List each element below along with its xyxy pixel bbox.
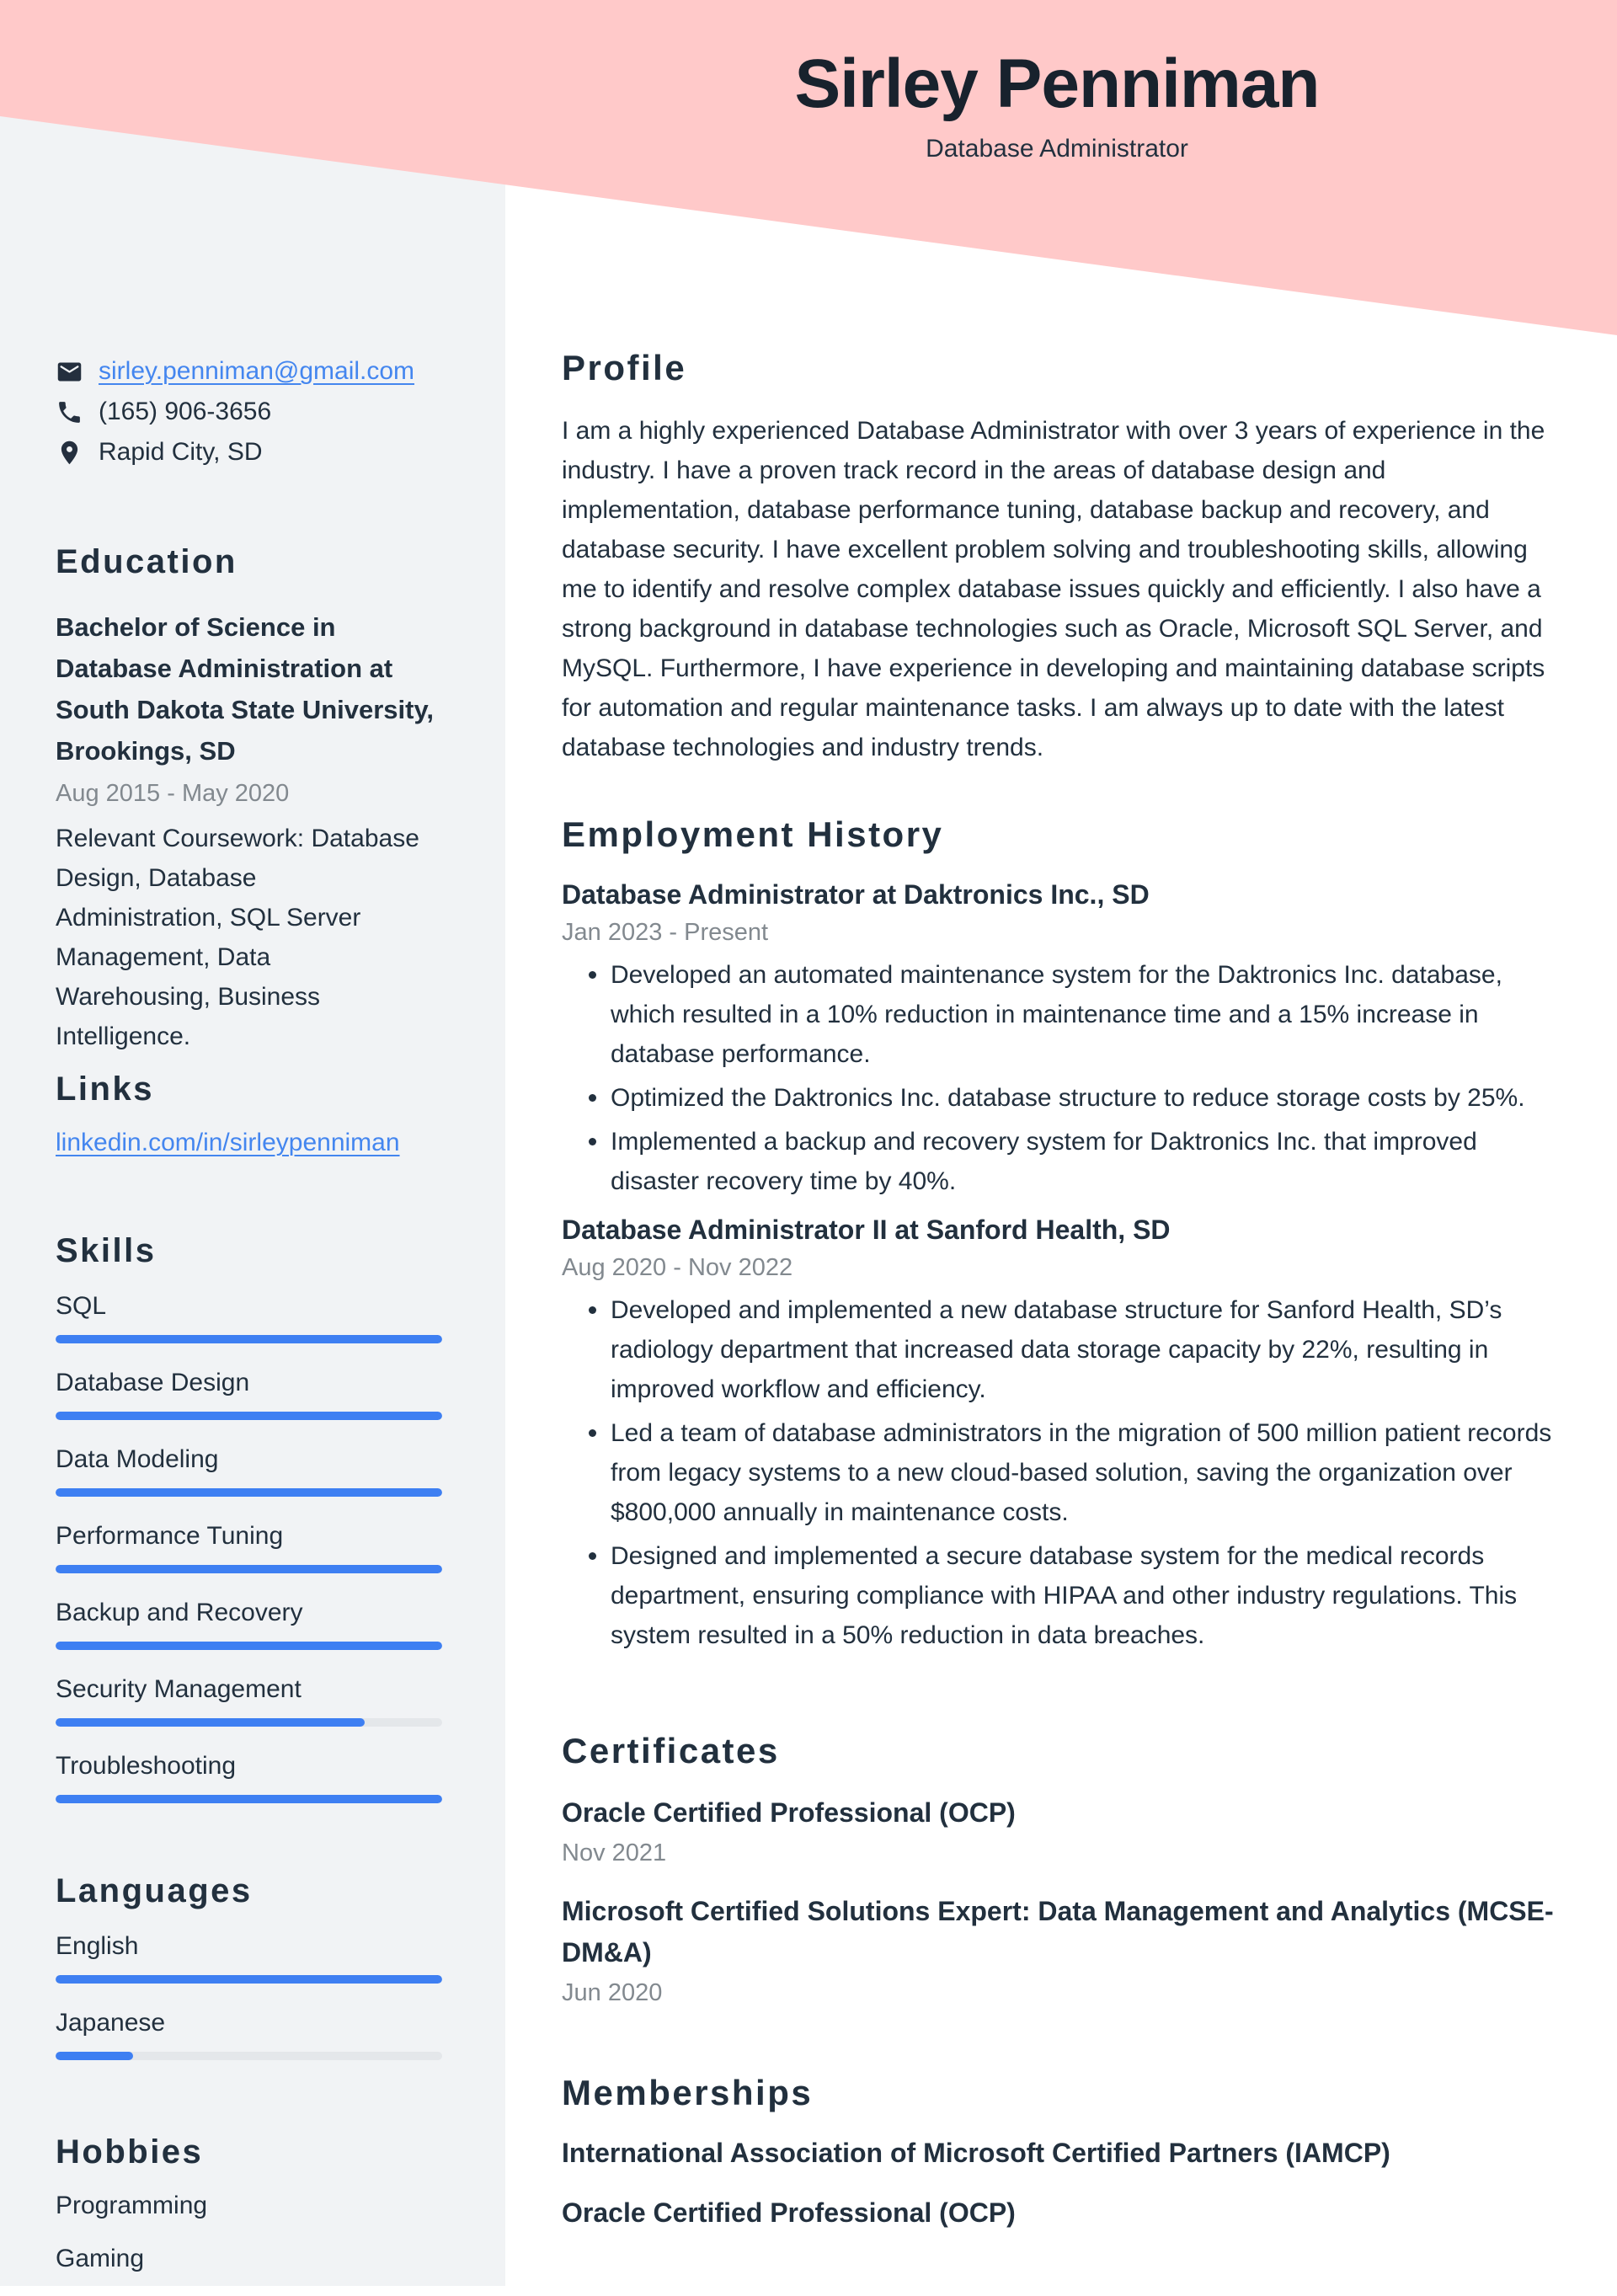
skill-item xyxy=(56,1520,445,1573)
skill-item xyxy=(56,1597,445,1650)
hobby-item: Gaming xyxy=(56,2245,145,2272)
language-name: Japanese xyxy=(56,2009,166,2037)
job-dates: Jan 2023 - Present xyxy=(562,919,769,946)
skill-item xyxy=(56,1750,445,1803)
skill-bar-fill xyxy=(56,1718,365,1727)
skills-section xyxy=(56,1230,445,1827)
language-bar-track xyxy=(56,2052,442,2060)
job-bullet: Implemented a backup and recovery system for Daktronics Inc. that improved disaster recovery time by 40%. xyxy=(562,1122,1556,1201)
certificates-section xyxy=(562,1730,1556,2009)
job-bullet: Designed and implemented a secure database system for the medical records department, ensuring compliance with HIPAA and other industry regulations. This system resulted in a 50% reduction in data breaches. xyxy=(562,1536,1556,1655)
education-dates: Aug 2015 - May 2020 xyxy=(56,780,290,807)
skill-bar-track xyxy=(56,1718,442,1727)
location-text: Rapid City, SD xyxy=(99,438,263,466)
skill-name: Performance Tuning xyxy=(56,1522,284,1550)
job-title: Database Administrator at Daktronics Inc., SD xyxy=(562,879,1150,910)
education-degree: Bachelor of Science in Database Administration at South Dakota State University, Brookings, SD xyxy=(56,612,435,766)
education-section xyxy=(56,541,445,1056)
job-bullet: Developed an automated maintenance system for the Daktronics Inc. database, which resulted in a 10% reduction in maintenance time and a 15% increase in database performance. xyxy=(562,955,1556,1074)
language-item xyxy=(56,2007,445,2060)
skill-item xyxy=(56,1367,445,1420)
certificate-title: Microsoft Certified Solutions Expert: Data Management and Analytics (MCSE-DM&A) xyxy=(562,1896,1554,1968)
mail-icon xyxy=(56,357,86,386)
skills-heading: Skills xyxy=(56,1232,157,1269)
email-link[interactable]: sirley.penniman@gmail.com xyxy=(99,357,415,385)
contact-phone-row xyxy=(56,398,445,426)
language-item xyxy=(56,1930,445,1984)
skill-bar-track xyxy=(56,1642,442,1650)
language-name: English xyxy=(56,1932,139,1960)
job-title: Database Administrator II at Sanford Health, SD xyxy=(562,1215,1171,1245)
memberships-section xyxy=(562,2072,1556,2229)
header xyxy=(515,46,1598,164)
membership-entry: International Association of Microsoft Certified Partners (IAMCP) xyxy=(562,2138,1390,2168)
skill-name: Data Modeling xyxy=(56,1445,219,1473)
education-heading: Education xyxy=(56,543,237,580)
language-bar-track xyxy=(56,1975,442,1984)
certificate-entry xyxy=(562,1792,1556,1869)
skill-bar-fill xyxy=(56,1488,442,1497)
skill-bar-fill xyxy=(56,1335,442,1343)
job-bullet: Optimized the Daktronics Inc. database structure to reduce storage costs by 25%. xyxy=(562,1078,1556,1118)
skill-bar-fill xyxy=(56,1565,442,1573)
membership-entry: Oracle Certified Professional (OCP) xyxy=(562,2197,1016,2228)
skill-item xyxy=(56,1290,445,1343)
skill-item xyxy=(56,1674,445,1727)
skill-bar-fill xyxy=(56,1642,442,1650)
certificate-date: Nov 2021 xyxy=(562,1839,667,1866)
skill-name: Security Management xyxy=(56,1675,302,1703)
linkedin-link[interactable]: linkedin.com/in/sirleypenniman xyxy=(56,1129,400,1156)
skill-name: Database Design xyxy=(56,1369,250,1396)
location-pin-icon xyxy=(56,438,86,467)
employment-heading: Employment History xyxy=(562,814,944,854)
skill-bar-fill xyxy=(56,1795,442,1803)
certificate-title: Oracle Certified Professional (OCP) xyxy=(562,1797,1016,1828)
job-bullet: Led a team of database administrators in the migration of 500 million patient records from legacy systems to a new cloud-based solution, saving the organization over $800,000 annually in maintenance costs. xyxy=(562,1413,1556,1532)
job-dates: Aug 2020 - Nov 2022 xyxy=(562,1254,793,1281)
memberships-heading: Memberships xyxy=(562,2073,814,2112)
phone-number: (165) 906-3656 xyxy=(99,398,272,425)
profile-text: I am a highly experienced Database Administrator with over 3 years of experience in the industry. I have a proven track record in the areas of database design and implementation, database performance tuning, database backup and recovery, and database security. I have excellent problem solving and troubleshooting skills, allowing me to identify and resolve complex database issues quickly and efficiently. I also have a strong background in database technologies such as Oracle, Microsoft SQL Server, and MySQL. Furthermore, I have experience in developing and maintaining database scripts for automation and regular maintenance tasks. I am always up to date with the latest database technologies and industry trends. xyxy=(562,417,1545,761)
certificate-entry xyxy=(562,1891,1556,2009)
job-bullet-list xyxy=(562,1290,1556,1655)
skill-name: Troubleshooting xyxy=(56,1752,237,1780)
job-entry xyxy=(562,1213,1556,1655)
job-bullet: Developed and implemented a new database structure for Sanford Health, SD’s radiology department that increased data storage capacity by 22%, resulting in improved workflow and efficiency. xyxy=(562,1290,1556,1409)
hobby-item: Programming xyxy=(56,2192,208,2219)
profile-section xyxy=(562,347,1556,767)
language-bar-fill xyxy=(56,2052,133,2060)
phone-icon xyxy=(56,398,86,426)
skill-bar-fill xyxy=(56,1412,442,1420)
employment-section xyxy=(562,814,1556,1659)
contact-section xyxy=(56,357,445,478)
contact-email-row xyxy=(56,357,445,386)
skill-bar-track xyxy=(56,1335,442,1343)
skill-item xyxy=(56,1444,445,1497)
skill-bar-track xyxy=(56,1412,442,1420)
job-bullet-list xyxy=(562,955,1556,1201)
person-name: Sirley Penniman xyxy=(794,45,1320,122)
hobbies-heading: Hobbies xyxy=(56,2133,204,2171)
contact-location-row xyxy=(56,438,445,467)
language-bar-fill xyxy=(56,1975,442,1984)
skills-list xyxy=(56,1290,445,1803)
skill-bar-track xyxy=(56,1565,442,1573)
profile-heading: Profile xyxy=(562,348,687,387)
skill-bar-track xyxy=(56,1488,442,1497)
person-job-title: Database Administrator xyxy=(926,135,1188,163)
links-section xyxy=(56,1068,445,1159)
links-heading: Links xyxy=(56,1071,154,1108)
hobbies-list xyxy=(56,2190,445,2275)
languages-section xyxy=(56,1870,445,2084)
languages-heading: Languages xyxy=(56,1872,253,1909)
skill-name: SQL xyxy=(56,1292,107,1320)
certificates-heading: Certificates xyxy=(562,1731,780,1770)
hobbies-section xyxy=(56,2131,445,2296)
certificate-date: Jun 2020 xyxy=(562,1979,663,2006)
languages-list xyxy=(56,1930,445,2060)
education-description: Relevant Coursework: Database Design, Database Administration, SQL Server Management, Data Warehousing, Business Intelligence. xyxy=(56,825,419,1050)
skill-bar-track xyxy=(56,1795,442,1803)
job-entry xyxy=(562,878,1556,1201)
skill-name: Backup and Recovery xyxy=(56,1599,303,1626)
